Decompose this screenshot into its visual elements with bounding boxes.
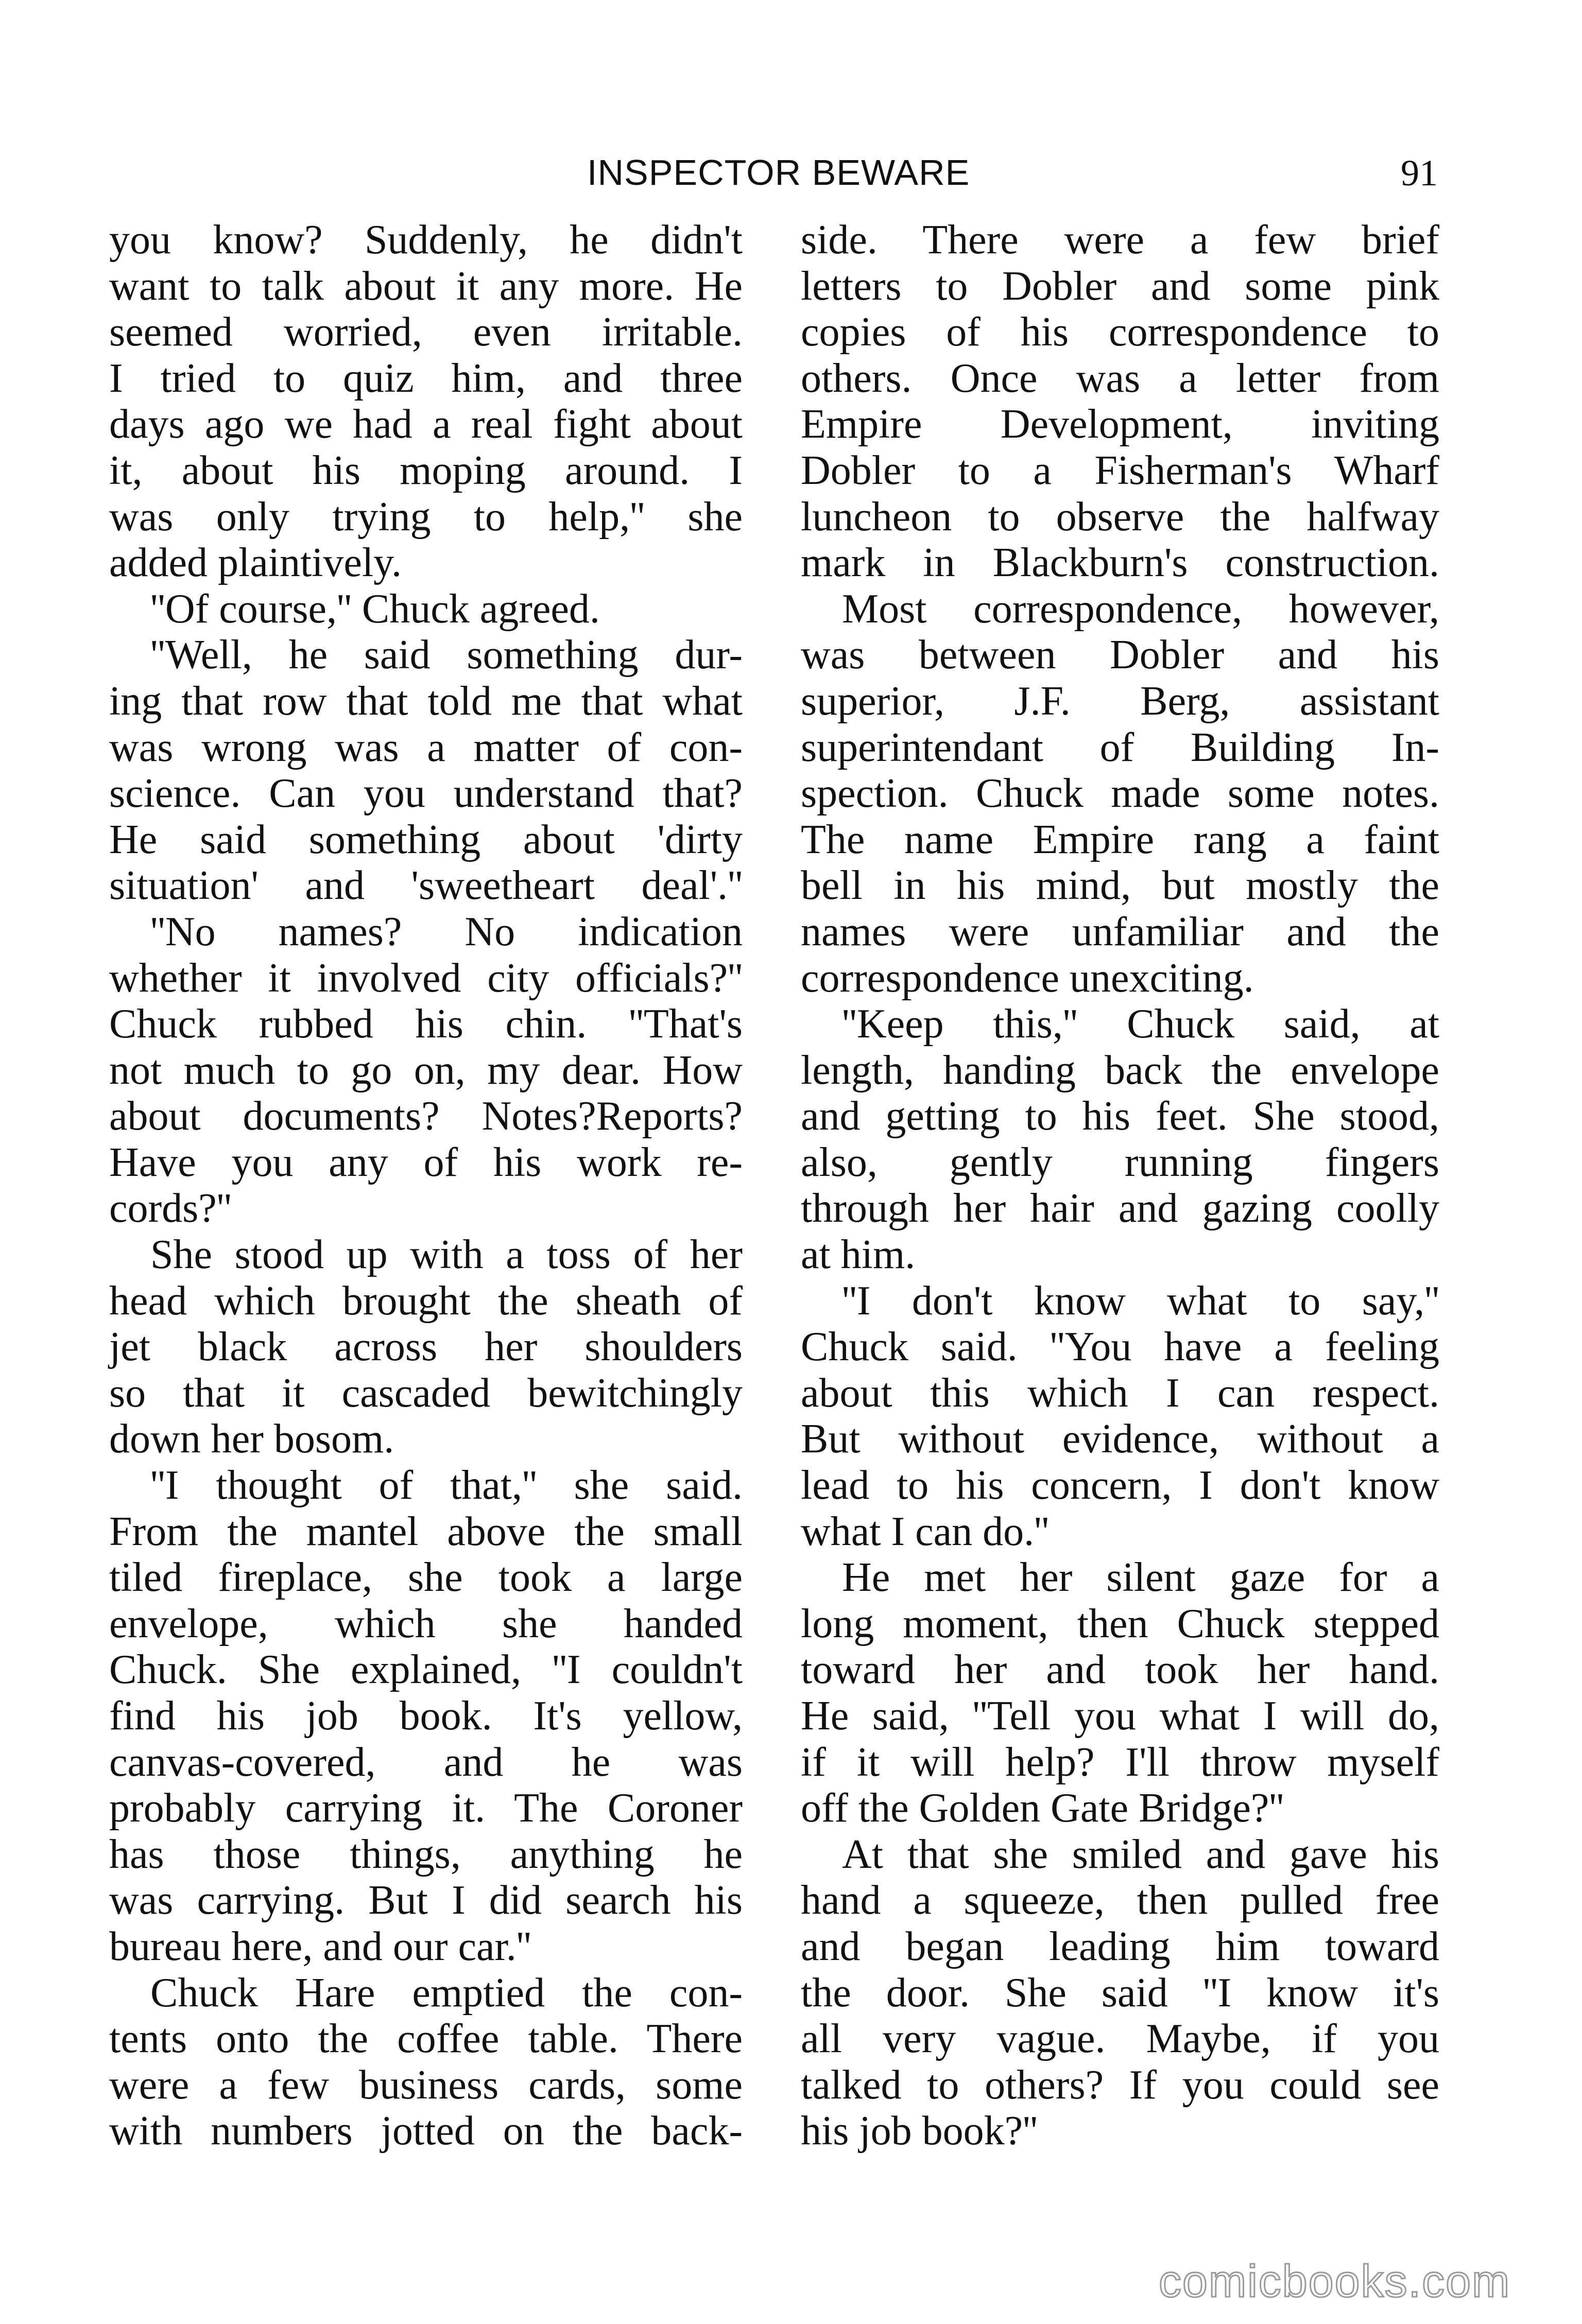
text-line: tiled fireplace, she took a large bbox=[109, 1555, 743, 1601]
text-line: down her bosom. bbox=[109, 1416, 394, 1462]
text-line: hand a squeeze, then pulled free bbox=[801, 1878, 1439, 1923]
text-line: all very vague. Maybe, if you bbox=[801, 2016, 1439, 2062]
text-line: others. Once was a letter from bbox=[801, 355, 1439, 401]
page-number: 91 bbox=[1401, 152, 1438, 194]
text-line: He said something about 'dirty bbox=[109, 817, 743, 862]
text-line: names were unfamiliar and the bbox=[801, 909, 1439, 955]
text-line: with numbers jotted on the back- bbox=[109, 2108, 743, 2154]
text-line: so that it cascaded bewitchingly bbox=[109, 1370, 743, 1416]
text-line: and getting to his feet. She stood, bbox=[801, 1094, 1439, 1139]
text-line: But without evidence, without a bbox=[801, 1416, 1439, 1462]
text-line: it, about his moping around. I bbox=[109, 447, 743, 493]
text-line: jet black across her shoulders bbox=[109, 1324, 743, 1370]
text-line: Dobler to a Fisherman's Wharf bbox=[801, 447, 1439, 493]
text-line: were a few business cards, some bbox=[109, 2062, 743, 2108]
text-line: ''Well, he said something dur- bbox=[150, 632, 743, 678]
text-line: science. Can you understand that? bbox=[109, 771, 743, 817]
text-line: bell in his mind, but mostly the bbox=[801, 863, 1439, 909]
text-line: The name Empire rang a faint bbox=[801, 817, 1439, 862]
text-line: through her hair and gazing coolly bbox=[801, 1186, 1439, 1232]
text-line: Chuck rubbed his chin. ''That's bbox=[109, 1001, 743, 1047]
text-line: his job book?'' bbox=[801, 2108, 1038, 2154]
text-line: was between Dobler and his bbox=[801, 632, 1439, 678]
text-line: Chuck Hare emptied the con- bbox=[150, 1970, 743, 2016]
text-line: talked to others? If you could see bbox=[801, 2062, 1439, 2108]
text-line: length, handing back the envelope bbox=[801, 1047, 1439, 1093]
right-text-column bbox=[801, 217, 1439, 2155]
text-line: ''I thought of that,'' she said. bbox=[150, 1463, 743, 1508]
text-line: find his job book. It's yellow, bbox=[109, 1693, 743, 1739]
text-line: Chuck. She explained, ''I couldn't bbox=[109, 1647, 743, 1693]
text-line: Most correspondence, however, bbox=[842, 586, 1439, 632]
text-line: situation' and 'sweetheart deal'.'' bbox=[109, 863, 743, 909]
text-line: toward her and took her hand. bbox=[801, 1647, 1439, 1693]
text-line: cords?'' bbox=[109, 1186, 232, 1232]
text-line: was wrong was a matter of con- bbox=[109, 724, 743, 770]
text-line: ''Keep this,'' Chuck said, at bbox=[842, 1001, 1439, 1047]
text-line: envelope, which she handed bbox=[109, 1601, 743, 1646]
text-line: ''No names? No indication bbox=[150, 909, 743, 955]
text-line: copies of his correspondence to bbox=[801, 309, 1439, 355]
text-line: about documents? Notes?Reports? bbox=[109, 1094, 743, 1139]
text-line: ''Of course,'' Chuck agreed. bbox=[150, 586, 600, 632]
text-line: She stood up with a toss of her bbox=[150, 1232, 743, 1278]
text-line: side. There were a few brief bbox=[801, 217, 1439, 263]
text-line: what I can do.'' bbox=[801, 1508, 1049, 1554]
text-line: not much to go on, my dear. How bbox=[109, 1047, 743, 1093]
text-line: lead to his concern, I don't know bbox=[801, 1463, 1439, 1508]
text-line: tents onto the coffee table. There bbox=[109, 2016, 743, 2062]
text-line: at him. bbox=[801, 1232, 916, 1278]
text-line: days ago we had a real fight about bbox=[109, 402, 743, 447]
text-line: spection. Chuck made some notes. bbox=[801, 771, 1439, 817]
text-line: He met her silent gaze for a bbox=[842, 1555, 1439, 1601]
text-line: also, gently running fingers bbox=[801, 1139, 1439, 1185]
text-line: the door. She said ''I know it's bbox=[801, 1970, 1439, 2016]
text-line: whether it involved city officials?'' bbox=[109, 955, 743, 1001]
text-line: canvas-covered, and he was bbox=[109, 1739, 743, 1785]
text-line: probably carrying it. The Coroner bbox=[109, 1785, 743, 1831]
left-text-column bbox=[109, 217, 743, 2155]
text-line: ing that row that told me that what bbox=[109, 678, 743, 724]
text-line: correspondence unexciting. bbox=[801, 955, 1254, 1001]
text-line: From the mantel above the small bbox=[109, 1508, 743, 1554]
text-line: and began leading him toward bbox=[801, 1923, 1439, 1969]
text-line: has those things, anything he bbox=[109, 1831, 743, 1877]
text-line: Have you any of his work re- bbox=[109, 1139, 743, 1185]
text-line: seemed worried, even irritable. bbox=[109, 309, 743, 355]
text-line: superior, J.F. Berg, assistant bbox=[801, 678, 1439, 724]
text-line: about this which I can respect. bbox=[801, 1370, 1439, 1416]
text-line: head which brought the sheath of bbox=[109, 1278, 743, 1324]
text-line: long moment, then Chuck stepped bbox=[801, 1601, 1439, 1646]
text-line: letters to Dobler and some pink bbox=[801, 263, 1439, 309]
text-line: mark in Blackburn's construction. bbox=[801, 540, 1439, 586]
text-line: want to talk about it any more. He bbox=[109, 263, 743, 309]
text-line: At that she smiled and gave his bbox=[842, 1831, 1439, 1877]
running-head-title: INSPECTOR BEWARE bbox=[587, 152, 970, 193]
text-line: added plaintively. bbox=[109, 540, 402, 586]
text-line: luncheon to observe the halfway bbox=[801, 494, 1439, 540]
watermark-logo: comicbooks.com bbox=[1159, 2256, 1511, 2306]
text-line: you know? Suddenly, he didn't bbox=[109, 217, 743, 263]
text-line: was only trying to help,'' she bbox=[109, 494, 743, 540]
text-line: bureau here, and our car.'' bbox=[109, 1923, 531, 1969]
text-line: I tried to quiz him, and three bbox=[109, 355, 743, 401]
text-line: was carrying. But I did search his bbox=[109, 1878, 743, 1923]
text-line: Empire Development, inviting bbox=[801, 402, 1439, 447]
text-line: He said, ''Tell you what I will do, bbox=[801, 1693, 1439, 1739]
text-line: off the Golden Gate Bridge?'' bbox=[801, 1785, 1284, 1831]
text-line: superintendant of Building In- bbox=[801, 724, 1439, 770]
text-line: ''I don't know what to say,'' bbox=[842, 1278, 1439, 1324]
text-line: Chuck said. ''You have a feeling bbox=[801, 1324, 1439, 1370]
text-line: if it will help? I'll throw myself bbox=[801, 1739, 1439, 1785]
